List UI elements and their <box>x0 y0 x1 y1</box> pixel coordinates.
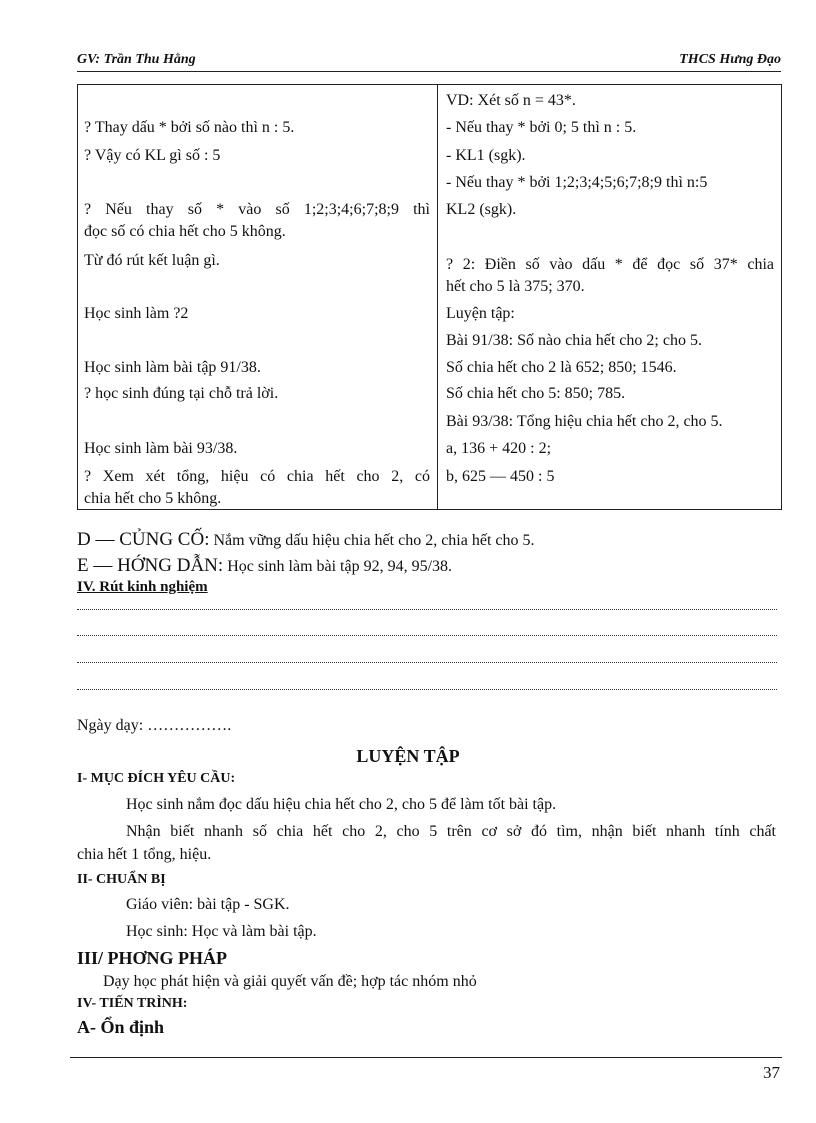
teacher-name: GV: Trần Thu Hằng <box>77 52 196 67</box>
section-1-heading: I- MỤC ĐÍCH YÊU CẦU: <box>77 771 236 786</box>
table-column-divider <box>437 85 438 509</box>
section-1-line: Nhận biết nhanh số chia hết cho 2, cho 5 trên cơ sở đó tìm, nhận biết nhanh tính chất <box>126 823 776 840</box>
right-cell-line: Bài 91/38: Số nào chia hết cho 2; cho 5. <box>446 332 702 349</box>
page-header <box>77 50 781 70</box>
right-cell-line: ? 2: Điền số vào dấu * để đọc số 37* chia <box>446 256 774 273</box>
guidance-text: Học sinh làm bài tập 92, 94, 95/38. <box>227 558 453 575</box>
right-cell-line: - Nếu thay * bởi 0; 5 thì n : 5. <box>446 119 637 136</box>
right-cell-line: KL2 (sgk). <box>446 201 517 218</box>
guidance-label: E — HỚNG DẪN: <box>77 555 224 576</box>
right-cell-line: a, 136 + 420 : 2; <box>446 440 552 457</box>
right-cell-line: hết cho 5 là 375; 370. <box>446 278 585 295</box>
consolidation-line <box>77 530 535 550</box>
left-cell-line: Học sinh làm bài tập 91/38. <box>84 359 261 376</box>
right-cell-line: Luyện tập: <box>446 305 515 322</box>
right-cell-line: - KL1 (sgk). <box>446 147 526 164</box>
section-1-line: chia hết 1 tổng, hiệu. <box>77 846 212 863</box>
left-cell-line: chia hết cho 5 không. <box>84 490 222 507</box>
dotted-line <box>77 634 777 636</box>
experience-heading: IV. Rút kinh nghiệm <box>77 579 208 595</box>
left-cell-line: ? học sinh đúng tại chỗ trả lời. <box>84 385 279 402</box>
left-cell-line: ? Xem xét tổng, hiệu có chia hết cho 2, có <box>84 468 430 485</box>
left-cell-line: đọc số có chia hết cho 5 không. <box>84 223 286 240</box>
section-3-heading: III/ PHƠNG PHÁP <box>77 948 228 968</box>
dotted-line <box>77 608 777 610</box>
page-number: 37 <box>763 1063 780 1082</box>
footer-rule <box>70 1057 782 1058</box>
left-cell-line: ? Nếu thay số * vào số 1;2;3;4;6;7;8;9 thì <box>84 201 430 218</box>
left-cell-line: Học sinh làm bài 93/38. <box>84 440 238 457</box>
right-cell-line: Số chia hết cho 5: 850; 785. <box>446 385 626 402</box>
left-cell-line: ? Vậy có KL gì số : 5 <box>84 147 221 164</box>
right-cell-line: Số chia hết cho 2 là 652; 850; 1546. <box>446 359 677 376</box>
section-2-heading: II- CHUẨN BỊ <box>77 872 166 887</box>
teacher-prep: Giáo viên: bài tập - SGK. <box>126 896 290 913</box>
lesson-table <box>77 84 782 510</box>
dotted-line <box>77 661 777 663</box>
lesson-title: LUYỆN TẬP <box>356 746 460 766</box>
right-cell-line: VD: Xét số n = 43*. <box>446 92 576 109</box>
date-line: Ngày dạy: ……………. <box>77 717 232 734</box>
section-a-heading: A- Ổn định <box>77 1017 165 1037</box>
left-cell-line: Từ đó rút kết luận gì. <box>84 252 220 269</box>
student-prep: Học sinh: Học và làm bài tập. <box>126 923 317 940</box>
guidance-line <box>77 556 452 576</box>
left-cell-line: Học sinh làm ?2 <box>84 305 189 322</box>
section-4-heading: IV- TIẾN TRÌNH: <box>77 996 188 1011</box>
right-cell-line: Bài 93/38: Tổng hiệu chia hết cho 2, cho 5. <box>446 413 723 430</box>
right-cell-line: - Nếu thay * bởi 1;2;3;4;5;6;7;8;9 thì n:5 <box>446 174 708 191</box>
left-cell-line: ? Thay dấu * bởi số nào thì n : 5. <box>84 119 295 136</box>
header-rule <box>77 71 781 72</box>
section-1-line: Học sinh nắm đọc dấu hiệu chia hết cho 2, cho 5 để làm tốt bài tập. <box>126 796 557 813</box>
method-text: Dạy học phát hiện và giải quyết vấn đề; hợp tác nhóm nhỏ <box>103 973 477 990</box>
right-cell-line: b, 625 — 450 : 5 <box>446 468 555 485</box>
school-name: THCS Hưng Đạo <box>679 52 781 67</box>
consolidation-text: Nắm vững dấu hiệu chia hết cho 2, chia hết cho 5. <box>213 532 535 549</box>
consolidation-label: D — CỦNG CỐ: <box>77 529 210 550</box>
dotted-line <box>77 688 777 690</box>
